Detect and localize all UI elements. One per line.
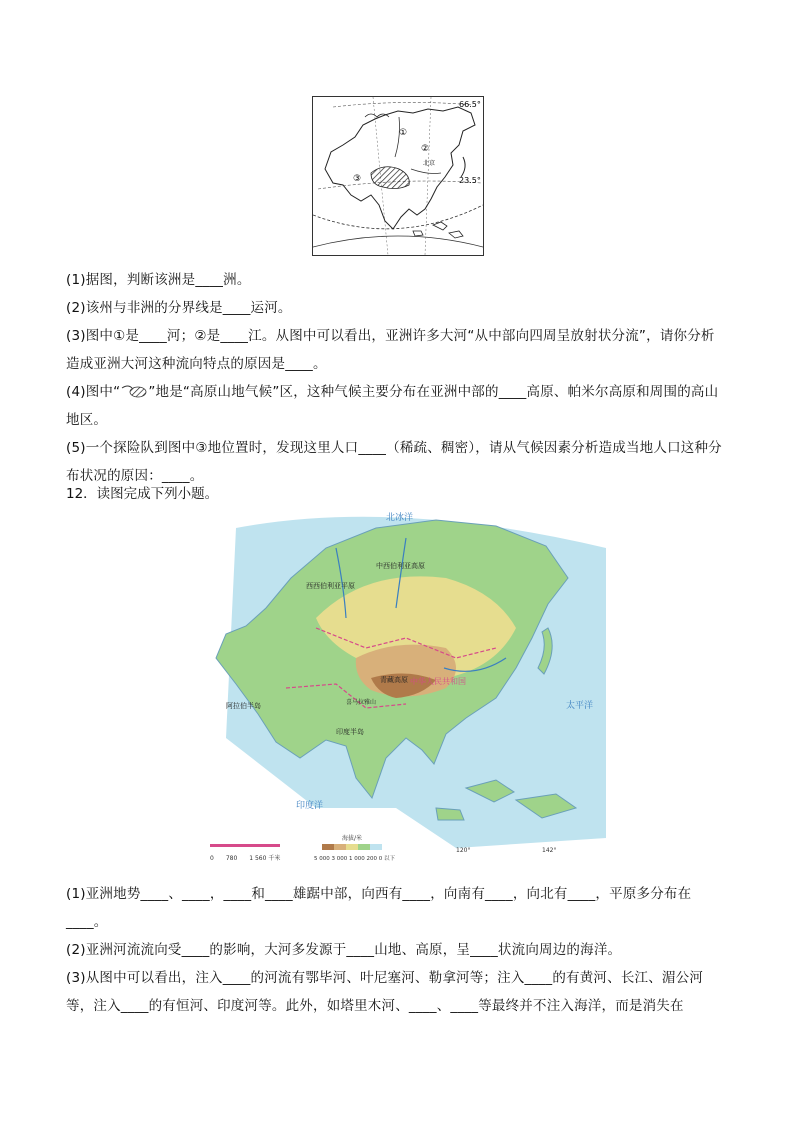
- asia-physical-svg: [196, 508, 608, 866]
- q12-part3: (3)从图中可以看出，注入____的河流有鄂毕河、叶尼塞河、勒拿河等；注入____的有黄河、长江、湄公河等，注入____的有恒河、印度河等。此外，如塔里木河、____、____等最终并不注入海洋，而是消失在: [66, 970, 704, 1014]
- legend-swatch: [358, 844, 370, 850]
- asia-outline: [325, 107, 475, 229]
- q12-part1: (1)亚洲地势____、____，____和____雄踞中部，向西有____，向南有____，向北有____，平原多分布在____。: [66, 886, 692, 930]
- arctic-ocean-label: 北冰洋: [386, 513, 414, 523]
- beijing-label: 北京: [423, 160, 436, 167]
- marker-3-label: ③: [353, 174, 362, 184]
- lat-66-label: 66.5°: [459, 100, 481, 109]
- arctic-circle-line: [333, 102, 473, 107]
- legend-text: 5 000 3 000 1 000 200 0 以下: [314, 856, 395, 862]
- q11-part5: (5)一个探险队到图中③地位置时，发现这里人口____（稀疏、稠密），请从气候因素分析造成当地人口这种分布状况的原因：____。: [66, 440, 722, 484]
- hatched-north-region: [365, 114, 389, 117]
- q11-part4: (4)图中“ ”地是“高原山地气候”区，这种气候主要分布在亚洲中部的____高原、帕米尔高原和周围的高山地区。: [66, 384, 719, 428]
- west-siberia-label: 西西伯利亚平原: [306, 582, 355, 590]
- legend-swatch: [334, 844, 346, 850]
- arab-peninsula-label: 阿拉伯半岛: [226, 702, 261, 710]
- legend-swatch: [322, 844, 334, 850]
- q11-part1: (1)据图，判断该洲是____洲。: [66, 272, 251, 288]
- marker-1-label: ①: [399, 128, 408, 138]
- pacific-ocean-label: 太平洋: [566, 701, 594, 711]
- q11-part2: (2)该州与非洲的分界线是____运河。: [66, 300, 292, 316]
- q12-part2: (2)亚洲河流流向受____的影响，大河多发源于____山地、高原，呈____状流向周边的海洋。: [66, 942, 622, 958]
- plateau-symbol-icon: [120, 384, 148, 398]
- india-peninsula-label: 印度半岛: [336, 728, 364, 736]
- qingzang-label: 青藏高原: [380, 676, 408, 684]
- lon-120-label: 120°: [456, 847, 471, 854]
- central-siberia-label: 中西伯利亚高原: [376, 562, 425, 570]
- lat-23-label: 23.5°: [459, 176, 481, 185]
- asia-outline-map: [312, 96, 484, 256]
- marker-2-label: ②: [421, 144, 430, 154]
- meridian-line: [425, 97, 431, 255]
- river-line: [411, 169, 441, 174]
- asia-physical-map: [196, 508, 608, 866]
- himalaya-label: 喜马拉雅山: [346, 699, 377, 706]
- indian-ocean-label: 印度洋: [296, 801, 324, 811]
- legend-title: 海拔/米: [342, 835, 363, 842]
- scale-text: 0 780 1 560 千米: [210, 855, 281, 862]
- china-label: 中华人民共和国: [410, 677, 466, 686]
- southeast-islands: [413, 222, 463, 238]
- lon-142-label: 142°: [542, 847, 557, 854]
- equator-arc: [313, 205, 483, 229]
- scale-bar: [210, 844, 280, 847]
- japan-outline: [461, 157, 465, 177]
- plateau-climate-region: [371, 167, 409, 189]
- legend-swatch: [346, 844, 358, 850]
- asia-outline-svg: [313, 97, 483, 255]
- q11-part3: (3)图中①是____河；②是____江。从图中可以看出，亚洲许多大河“从中部向四周呈放射状分流”，请你分析造成亚洲大河这种流向特点的原因是____。: [66, 328, 715, 372]
- legend-swatch: [370, 844, 382, 850]
- q12-title: 12．读图完成下列小题。: [66, 486, 219, 502]
